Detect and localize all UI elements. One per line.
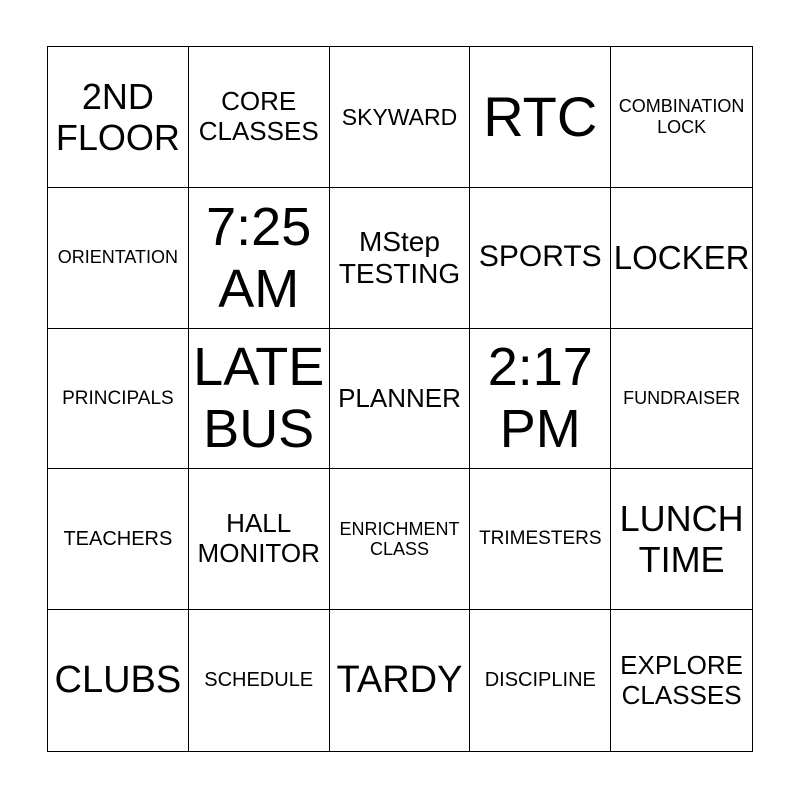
bingo-cell: CLUBS [48,610,189,751]
bingo-cell: FUNDRAISER [611,329,752,470]
bingo-cell: SKYWARD [330,47,471,188]
bingo-cell: LATE BUS [189,329,330,470]
bingo-cell: TEACHERS [48,469,189,610]
bingo-cell: 7:25 AM [189,188,330,329]
bingo-cell: PLANNER [330,329,471,470]
bingo-cell: MStep TESTING [330,188,471,329]
bingo-board [47,46,753,752]
bingo-cell: ENRICHMENT CLASS [330,469,471,610]
bingo-cell: LUNCH TIME [611,469,752,610]
bingo-cell: PRINCIPALS [48,329,189,470]
bingo-cell: LOCKER [611,188,752,329]
bingo-cell: 2ND FLOOR [48,47,189,188]
bingo-cell: RTC [470,47,611,188]
bingo-cell: SCHEDULE [189,610,330,751]
bingo-cell: TARDY [330,610,471,751]
bingo-cell: 2:17 PM [470,329,611,470]
bingo-cell: DISCIPLINE [470,610,611,751]
bingo-cell: CORE CLASSES [189,47,330,188]
bingo-cell: COMBINATION LOCK [611,47,752,188]
bingo-cell: ORIENTATION [48,188,189,329]
bingo-cell: HALL MONITOR [189,469,330,610]
bingo-cell: SPORTS [470,188,611,329]
bingo-cell: TRIMESTERS [470,469,611,610]
bingo-cell: EXPLORE CLASSES [620,649,743,710]
